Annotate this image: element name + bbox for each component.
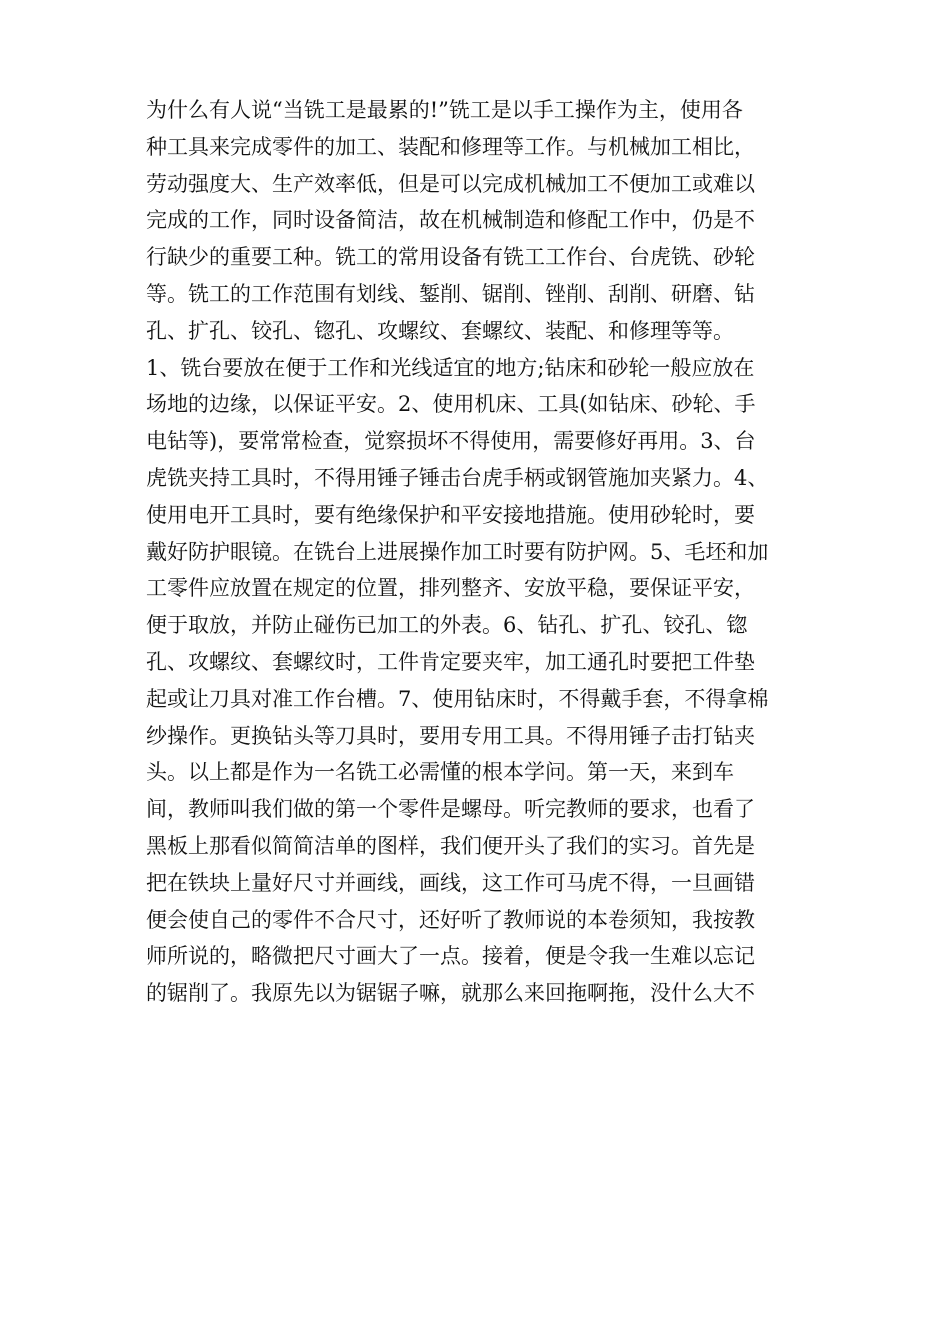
text-line: 纱操作。更换钻头等刀具时，要用专用工具。不得用锤子击打钻夹 <box>146 723 755 748</box>
text-line: 行缺少的重要工种。铣工的常用设备有铣工工作台、台虎铣、砂轮 <box>146 245 755 270</box>
text-line: 黑板上那看似简简洁单的图样，我们便开头了我们的实习。首先是 <box>146 833 755 858</box>
text-line: 劳动强度大、生产效率低，但是可以完成机械加工不便加工或难以 <box>146 171 755 196</box>
text-line: 把在铁块上量好尺寸并画线，画线，这工作可马虎不得，一旦画错 <box>146 870 755 895</box>
text-line: 师所说的，略微把尺寸画大了一点。接着，便是令我一生难以忘记 <box>146 944 755 969</box>
text-line: 电钻等)，要常常检查，觉察损坏不得使用，需要修好再用。3、台 <box>146 429 756 454</box>
text-line: 便会使自己的零件不合尺寸，还好听了教师说的本卷须知，我按教 <box>146 907 755 932</box>
text-line: 头。以上都是作为一名铣工必需懂的根本学问。第一天，来到车 <box>146 760 734 785</box>
text-line: 起或让刀具对准工作台槽。7、使用钻床时，不得戴手套，不得拿棉 <box>146 686 769 711</box>
text-line: 使用电开工具时，要有绝缘保护和平安接地措施。使用砂轮时，要 <box>146 502 755 527</box>
text-line: 1、铣台要放在便于工作和光线适宜的地方;钻床和砂轮一般应放在 <box>146 355 755 380</box>
text-line: 完成的工作，同时设备简洁，故在机械制造和修配工作中，仍是不 <box>146 208 755 233</box>
text-line: 戴好防护眼镜。在铣台上进展操作加工时要有防护网。5、毛坯和加 <box>146 539 769 564</box>
text-line: 孔、攻螺纹、套螺纹时，工件肯定要夹牢，加工通孔时要把工件垫 <box>146 649 755 674</box>
text-line: 便于取放，并防止碰伤已加工的外表。6、钻孔、扩孔、铰孔、锪 <box>146 613 748 638</box>
text-line: 场地的边缘，以保证平安。2、使用机床、工具(如钻床、砂轮、手 <box>146 392 756 417</box>
text-line: 为什么有人说“当铣工是最累的!”铣工是以手工操作为主，使用各 <box>146 98 743 122</box>
text-line: 虎铣夹持工具时，不得用锤子锤击台虎手柄或钢管施加夹紧力。4、 <box>146 465 769 490</box>
text-line: 间，教师叫我们做的第一个零件是螺母。听完教师的要求，也看了 <box>146 797 755 822</box>
text-line: 种工具来完成零件的加工、装配和修理等工作。与机械加工相比， <box>146 134 755 159</box>
text-line: 工零件应放置在规定的位置，排列整齐、安放平稳，要保证平安， <box>146 576 755 601</box>
text-line: 的锯削了。我原先以为锯锯子嘛，就那么来回拖啊拖，没什么大不 <box>146 981 755 1006</box>
text-line: 等。铣工的工作范围有划线、錾削、锯削、锉削、刮削、研磨、钻 <box>146 281 755 306</box>
text-line: 孔、扩孔、铰孔、锪孔、攻螺纹、套螺纹、装配、和修理等等。 <box>146 318 734 343</box>
body-text <box>146 92 806 1012</box>
